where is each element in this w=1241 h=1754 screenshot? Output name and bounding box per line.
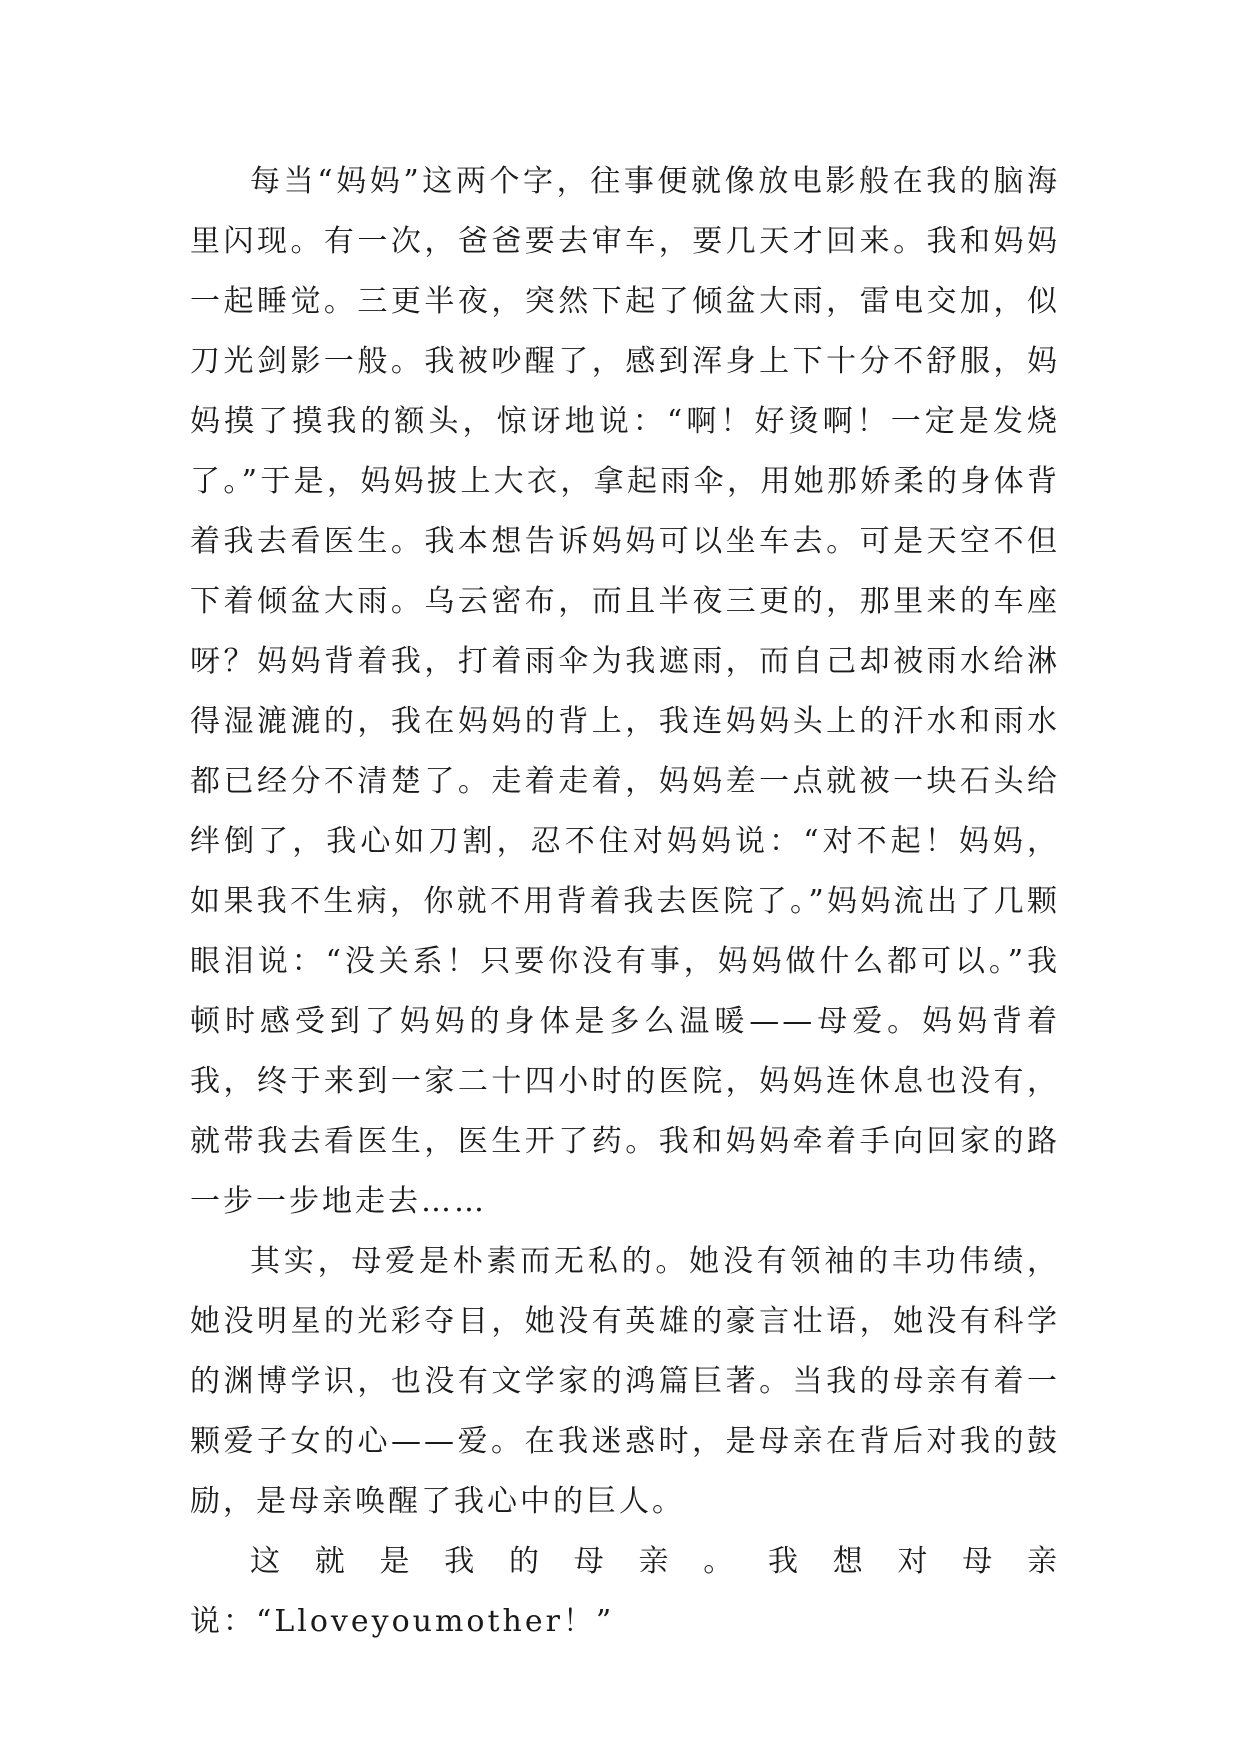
paragraph-closing: 这就是我的母亲。我想对母亲说：“Lloveyoumother！” (190, 1544, 1060, 1639)
document-body (190, 152, 1060, 1652)
paragraph-mothers-love: 其实，母爱是朴素而无私的。她没有领袖的丰功伟绩，她没明星的光彩夺目，她没有英雄的豪言壮语，她没有科学的渊博学识，也没有文学家的鸿篇巨著。当我的母亲有着一颗爱子女的心——爱。在我迷惑时，是母亲在背后对我的鼓励，是母亲唤醒了我心中的巨人。 (190, 1244, 1060, 1519)
paragraph-memory: 每当“妈妈”这两个字，往事便就像放电影般在我的脑海里闪现。有一次，爸爸要去审车，要几天才回来。我和妈妈一起睡觉。三更半夜，突然下起了倾盆大雨，雷电交加，似刀光剑影一般。我被吵醒了，感到浑身上下十分不舒服，妈妈摸了摸我的额头，惊讶地说：“啊！好烫啊！一定是发烧了。”于是，妈妈披上大衣，拿起雨伞，用她那娇柔的身体背着我去看医生。我本想告诉妈妈可以坐车去。可是天空不但下着倾盆大雨。乌云密布，而且半夜三更的，那里来的车座呀？妈妈背着我，打着雨伞为我遮雨，而自己却被雨水给淋得湿漉漉的，我在妈妈的背上，我连妈妈头上的汗水和雨水都已经分不清楚了。走着走着，妈妈差一点就被一块石头给绊倒了，我心如刀割，忍不住对妈妈说：“对不起！妈妈，如果我不生病，你就不用背着我去医院了。”妈妈流出了几颗眼泪说：“没关系！只要你没有事，妈妈做什么都可以。”我顿时感受到了妈妈的身体是多么温暖——母爱。妈妈背着我，终于来到一家二十四小时的医院，妈妈连休息也没有，就带我去看医生，医生开了药。我和妈妈牵着手向回家的路一步一步地走去…… (190, 164, 1060, 1219)
